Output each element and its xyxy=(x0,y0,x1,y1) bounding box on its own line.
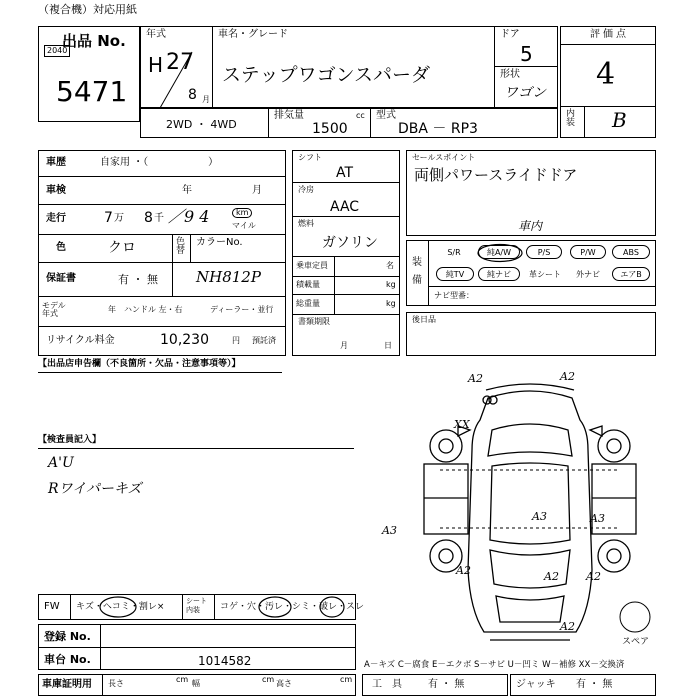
displacement-unit: cc xyxy=(356,111,365,120)
mileage-man: 7 xyxy=(104,210,113,226)
equip-label: 装備 xyxy=(412,257,422,286)
equip-item-tv: 純TV xyxy=(436,267,474,281)
mileage-sen-unit: 千 xyxy=(154,213,164,224)
equip-item-aw: 純A/W xyxy=(478,245,520,259)
cert-length: 長さ xyxy=(108,679,124,688)
equip-item-navi: 純ナビ xyxy=(478,267,520,281)
color-label: 色 xyxy=(56,242,66,253)
equip-item-sr: S/R xyxy=(447,248,461,257)
equip-item-pw: P/W xyxy=(570,245,606,259)
drive-text: 2WD ・ 4WD xyxy=(166,118,237,131)
year-era: H xyxy=(148,53,164,77)
recycle-unit: 円 xyxy=(232,336,240,345)
diagram-mark-8: A2 xyxy=(586,570,601,583)
car-diagram xyxy=(382,370,650,650)
displacement-value: 1500 xyxy=(312,121,348,137)
diagram-mark-9: A2 xyxy=(560,620,575,633)
mileage-unit-mile: マイル xyxy=(232,221,256,230)
diagram-mark-4: A3 xyxy=(532,510,547,523)
door-value: 5 xyxy=(520,42,533,66)
dealer-option: ディーラー・並行 xyxy=(210,305,274,314)
car-label: 車名・グレード xyxy=(218,29,288,40)
diagram-mark-7: A2 xyxy=(544,570,559,583)
year-month-unit: 月 xyxy=(202,95,210,104)
checklist-items-2: コゲ・穴・汚レ・シミ・破レ・スレ xyxy=(220,602,365,612)
interior-score: B xyxy=(612,108,627,132)
color-code-label: カラーNo. xyxy=(196,237,243,248)
cert-label: 車庫証明用 xyxy=(42,679,92,690)
inspection-year-unit: 年 xyxy=(182,185,192,196)
registration-label: 登録 No. xyxy=(44,630,91,643)
docs-day-unit: 日 xyxy=(384,341,392,350)
mileage-unit-km: km xyxy=(232,208,252,218)
weight-unit: kg xyxy=(386,299,396,308)
model-year-unit: 年 xyxy=(108,305,116,314)
form-note: （複合機）対応用紙 xyxy=(38,3,137,16)
navi-label: ナビ型番： xyxy=(434,291,474,300)
load-label: 積載量 xyxy=(296,280,320,289)
tools-label: 工 具 xyxy=(372,679,402,690)
cert-width: 幅 xyxy=(192,679,200,688)
model-label: 型式 xyxy=(376,110,396,121)
model-value: DBA － RP3 xyxy=(398,121,478,137)
jack-label: ジャッキ xyxy=(516,679,556,690)
sales-hand-note: 車内 xyxy=(518,219,543,233)
year-month: 8 xyxy=(188,87,197,103)
year-label: 年式 xyxy=(146,29,166,40)
docs-label: 書類期限 xyxy=(298,317,330,326)
aftermarket-box xyxy=(406,312,656,356)
fuel-label: 燃料 xyxy=(298,219,314,228)
mileage-man-unit: 万 xyxy=(114,213,124,224)
inspection-month-unit: 月 xyxy=(252,185,262,196)
rating-label: 評価点 xyxy=(590,29,629,40)
aftermarket-label: 後日品 xyxy=(412,315,436,324)
diagram-mark-1: A2 xyxy=(560,370,575,383)
equip-item-ext-navi: 外ナビ xyxy=(576,270,600,279)
sales-value: 両側パワースライドドア xyxy=(414,166,578,184)
mileage-sen: 8 xyxy=(144,210,153,226)
equip-item-leather: 革シート xyxy=(529,270,561,279)
cert-length-unit: cm xyxy=(176,675,189,684)
chassis-label: 車台 No. xyxy=(44,653,91,666)
jack-value: 有 ・ 無 xyxy=(576,679,613,690)
recycle-label: リサイクル料金 xyxy=(46,335,115,346)
lot-number: 5471 xyxy=(56,75,128,108)
inspector-line-1: A'U xyxy=(48,455,74,471)
equip-item-abs: ABS xyxy=(612,245,650,259)
recycle-value: 10,230 xyxy=(160,332,209,348)
fuel-value: ガソリン xyxy=(322,235,378,251)
displacement-label: 排気量 xyxy=(274,110,304,121)
capacity-unit: 名 xyxy=(386,261,394,270)
diagram-mark-6: A2 xyxy=(456,564,471,577)
mileage-label: 走行 xyxy=(46,213,66,224)
interior-label: 内装 xyxy=(566,109,576,128)
door-label: ドア xyxy=(500,29,520,40)
aircon-value: AAC xyxy=(330,199,360,215)
lot-label: 出品 No. xyxy=(62,32,126,50)
car-name: ステップワゴンスパーダ xyxy=(222,64,431,86)
color-code-value: NH812P xyxy=(196,268,261,286)
warranty-label: 保証書 xyxy=(46,273,76,284)
equip-item-ps: P/S xyxy=(526,245,562,259)
shift-label: シフト xyxy=(298,153,322,162)
sales-label: セールスポイント xyxy=(412,153,476,162)
checklist-seat-label: シート内装 xyxy=(186,597,207,614)
rating-score: 4 xyxy=(596,57,616,92)
handle-option: ハンドル 左・右 xyxy=(124,305,183,314)
history-value: 自家用 ・（ ） xyxy=(100,157,219,168)
cert-width-unit: cm xyxy=(262,675,275,684)
year-value: 27 xyxy=(166,50,194,75)
checklist-label: FW xyxy=(44,601,60,612)
lot-stamp: 2040 xyxy=(44,45,70,57)
recycle-note: 預託済 xyxy=(252,336,276,345)
model-year-label: モデル年式 xyxy=(42,301,66,318)
diagram-mark-3: A3 xyxy=(382,524,397,537)
checklist-items: キズ・ヘコミ・割レ× xyxy=(76,602,165,612)
diagram-mark-0: A2 xyxy=(468,372,483,385)
aw-circle-mark xyxy=(476,243,524,263)
shape-label: 形状 xyxy=(500,69,520,80)
docs-month-unit: 月 xyxy=(340,341,348,350)
inspector-label: 【検査員記入】 xyxy=(38,435,102,445)
inspection-label: 車検 xyxy=(46,185,66,196)
cert-height-unit: cm xyxy=(340,675,353,684)
chassis-value: 1014582 xyxy=(198,654,252,668)
shift-value: AT xyxy=(336,165,354,181)
damage-legend: A－キズ C－腐食 E－エクボ S－サビ U－凹ミ W－補修 XX－交換済 xyxy=(364,660,625,670)
history-label: 車歴 xyxy=(46,157,66,168)
equip-item-airbag: エアB xyxy=(612,267,650,281)
cert-height: 高さ xyxy=(276,679,292,688)
seller-notes-label: 【出品店申告欄（不良箇所・欠品・注意事項等）】 xyxy=(38,359,241,369)
capacity-label: 乗車定員 xyxy=(296,261,328,270)
load-unit: kg xyxy=(386,280,396,289)
inspector-line-2: Rワイパーキズ xyxy=(48,481,142,497)
shape-value: ワゴン xyxy=(504,85,546,101)
spare-label: スペア xyxy=(622,637,650,647)
warranty-value: 有 ・ 無 xyxy=(118,273,158,286)
mileage-rest: ／9 4 xyxy=(168,207,210,226)
checklist-circles xyxy=(38,594,356,620)
aircon-label: 冷房 xyxy=(298,185,314,194)
diagram-mark-2: XX xyxy=(454,418,470,431)
diagram-mark-5: A3 xyxy=(590,512,605,525)
color-repaint-label: 色替 xyxy=(176,237,186,256)
color-value: クロ xyxy=(108,240,136,256)
tools-value: 有 ・ 無 xyxy=(428,679,465,690)
weight-label: 総重量 xyxy=(296,299,320,308)
